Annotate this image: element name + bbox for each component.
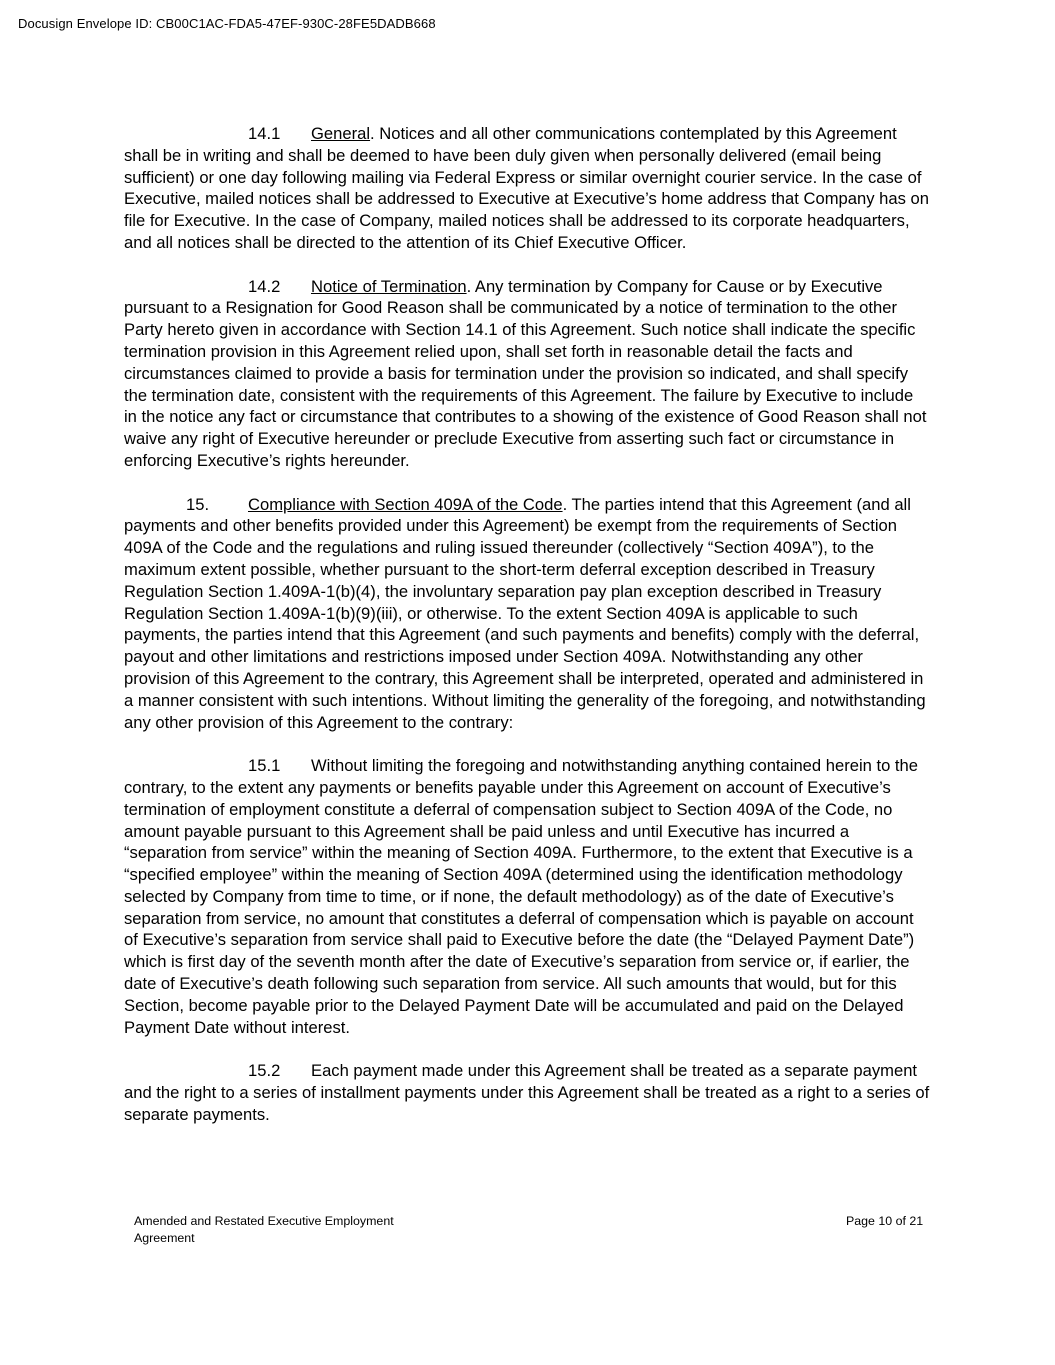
- envelope-id: Docusign Envelope ID: CB00C1AC-FDA5-47EF-930C-28FE5DADB668: [18, 16, 436, 31]
- section-number: 14.2: [248, 276, 281, 296]
- section-heading: Notice of Termination: [311, 276, 467, 296]
- section-body: Without limiting the foregoing and notwithstanding anything contained herein to the contrary, to the extent any payments or benefits payable under this Agreement on account of Executive’s termination of employment constitute a deferral of compensation subject to Section 409A of the Code, no amount payable pursuant to this Agreement shall be paid unless and until Executive has incurred a “separation from service” within the meaning of Section 409A. Furthermore, to the extent that Executive is a “specified employee” within the meaning of Section 409A (determined using the identification methodology selected by Company from time to time, or if none, the default methodology) as of the date of Executive’s separation from service, no amount that constitutes a deferral of compensation which is payable on account of Executive’s separation from service shall paid to Executive before the date (the “Delayed Payment Date”) which is first day of the seventh month after the date of Executive’s separation from service or, if earlier, the date of Executive’s death following such separation from service. All such amounts that would, but for this Section, become payable prior to the Delayed Payment Date will be accumulated and paid on the Delayed Payment Date without interest.: [124, 756, 918, 1037]
- section-14-1: [124, 123, 930, 254]
- footer-document-title: Amended and Restated Executive Employment Agreement: [134, 1214, 394, 1245]
- section-number: 15.1: [248, 756, 281, 776]
- section-number: 15.2: [248, 1061, 281, 1081]
- section-body: . Any termination by Company for Cause or by Executive pursuant to a Resignation for Good Reason shall be communicated by a notice of termination to the other Party hereto given in accordance with Section 14.1 of this Agreement. Such notice shall indicate the specific termination provision in this Agreement relied upon, shall set forth in reasonable detail the facts and circumstances claimed to provide a basis for termination under the provision so indicated, and shall specify the termination date, consistent with the requirements of this Agreement. The failure by Executive to include in the notice any fact or circumstance that contributes to a showing of the existence of Good Reason shall not waive any right of Executive hereunder or preclude Executive from asserting such fact or circumstance in enforcing Executive’s rights hereunder.: [124, 276, 927, 470]
- section-heading: General: [311, 124, 371, 143]
- section-14-2: [124, 276, 930, 472]
- section-15: [124, 494, 930, 734]
- footer-page-number: Page 10 of 21: [846, 1214, 924, 1228]
- section-15-1: [124, 755, 930, 1038]
- section-number: 14.1: [248, 124, 281, 143]
- section-heading: Compliance with Section 409A of the Code: [248, 494, 563, 514]
- section-body: . Notices and all other communications contemplated by this Agreement shall be in writing and shall be deemed to have been duly given when personally delivered (email being sufficient) or one day following mailing via Federal Express or similar overnight courier service. In the case of Executive, mailed notices shall be addressed to Executive at Executive’s home address that Company has on file for Executive. In the case of Company, mailed notices shall be addressed to its corporate headquarters, and all notices shall be directed to the attention of its Chief Executive Officer.: [124, 124, 929, 252]
- document-body: [124, 123, 930, 1147]
- section-15-2: [124, 1060, 930, 1125]
- section-body: . The parties intend that this Agreement (and all payments and other benefits provided under this Agreement) be exempt from the requirements of Section 409A of the Code and the regulations and ruling issued thereunder (collectively “Section 409A”), to the maximum extent possible, whether pursuant to the short-term deferral exception described in Treasury Regulation Section 1.409A-1(b)(4), the involuntary separation pay plan exception described in Treasury Regulation Section 1.409A-1(b)(9)(iii), or otherwise. To the extent Section 409A is applicable to such payments, the parties intend that this Agreement (and such payments and benefits) comply with the deferral, payout and other limitations and restrictions imposed under Section 409A. Notwithstanding any other provision of this Agreement to the contrary, this Agreement shall be interpreted, operated and administered in a manner consistent with such intentions. Without limiting the generality of the foregoing, and notwithstanding any other provision of this Agreement to the contrary:: [124, 494, 926, 732]
- section-number: 15.: [186, 494, 210, 514]
- section-body: Each payment made under this Agreement shall be treated as a separate payment and the right to a series of installment payments under this Agreement shall be treated as a right to a series of separate payments.: [124, 1061, 930, 1124]
